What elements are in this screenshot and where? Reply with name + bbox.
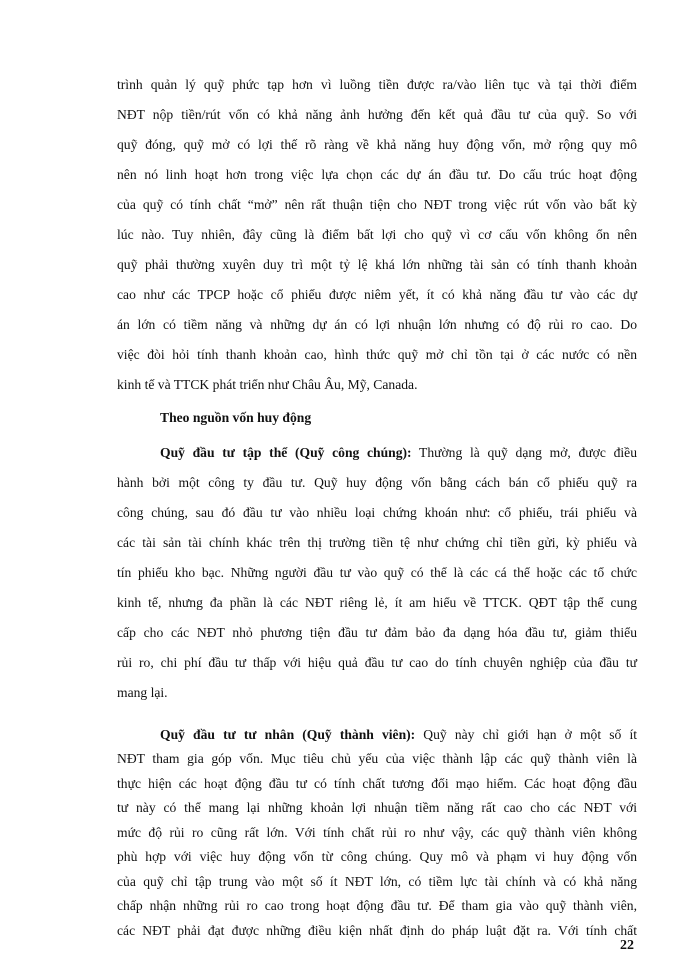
paragraph-2-line: công chúng, sau đó đầu tư vào nhiều loại chứng khoán như: cổ phiếu, trái phiếu và <box>117 505 637 520</box>
paragraph-3-line: các NĐT phải đạt được những điều kiện nhất định do pháp luật đặt ra. Với tính chất <box>117 922 637 938</box>
paragraph-3-first-line <box>160 726 637 744</box>
paragraph-2-line: các tài sản tài chính khác trên thị trường tiền tệ như chứng chỉ tiền gửi, kỳ phiếu và <box>117 535 637 550</box>
paragraph-1-line: quỹ đóng, quỹ mở có lợi thế rõ ràng về khả năng huy động vốn, mở rộng quy mô <box>117 137 637 152</box>
paragraph-1-line: việc đòi hỏi tính thanh khoản cao, hình thức quỹ mở chỉ tồn tại ở các nước có nền <box>117 347 637 362</box>
paragraph-1-line: nên nó linh hoạt hơn trong việc lựa chọn các dự án đầu tư. Do cấu trúc hoạt động <box>117 167 637 182</box>
paragraph-2-line: cấp cho các NĐT nhỏ phương tiện đầu tư đảm bảo đa dạng hóa đầu tư, giảm thiểu <box>117 625 637 640</box>
page-number: 22 <box>620 938 634 953</box>
paragraph-3-line: mức độ rủi ro cũng rất lớn. Với tính chất rủi ro như vậy, các quỹ thành viên không <box>117 824 637 840</box>
paragraph-2-line: mang lại. <box>117 685 168 700</box>
paragraph-3-line: NĐT tham gia góp vốn. Mục tiêu chủ yếu của việc thành lập các quỹ thành viên là <box>117 751 637 766</box>
paragraph-1-line: án lớn có tiềm năng và những dự án có lợi nhuận lớn nhưng có độ rủi ro cao. Do <box>117 317 637 332</box>
paragraph-1-line: cao như các TPCP hoặc cổ phiếu được niêm yết, ít có khả năng đầu tư vào các dự <box>117 287 637 302</box>
paragraph-3-line: của quỹ chỉ tập trung vào một số ít NĐT lớn, có tiềm lực tài chính và có khả năng <box>117 873 637 889</box>
paragraph-3-first-rest: Quỹ này chỉ giới hạn ở một số ít <box>415 726 638 742</box>
paragraph-1-line: quỹ phải thường xuyên duy trì một tỷ lệ khá lớn những tài sản có tính thanh khoản <box>117 257 637 272</box>
paragraph-2-line: rủi ro, chi phí đầu tư thấp với hiệu quả đầu tư cao do tính chuyên nghiệp của đầu tư <box>117 655 637 670</box>
paragraph-3-line: phù hợp với việc huy động vốn từ công chúng. Quy mô và phạm vi huy động vốn <box>117 849 637 864</box>
paragraph-1-line: NĐT nộp tiền/rút vốn có khả năng ảnh hưởng đến kết quả đầu tư của quỹ. So với <box>117 107 637 122</box>
paragraph-2-first-rest: Thường là quỹ dạng mở, được điều <box>411 445 637 460</box>
paragraph-2-line: kinh tế, nhưng đa phần là các NĐT riêng lẻ, ít am hiểu về TTCK. QĐT tập thể cung <box>117 595 637 610</box>
paragraph-1-line: của quỹ có tính chất “mở” nên rất thuận tiện cho NĐT trong việc rút vốn vào bất kỳ <box>117 197 637 212</box>
paragraph-2-first-line <box>160 444 637 462</box>
paragraph-3-line: chấp nhận những rủi ro cao trong hoạt động đầu tư. Để tham gia vào quỹ thành viên, <box>117 898 637 913</box>
paragraph-1-line: lúc nào. Tuy nhiên, đây cũng là điểm bất lợi cho quỹ vì cơ cấu vốn không ổn nên <box>117 227 637 242</box>
paragraph-2-line: tín phiếu kho bạc. Những người đầu tư vào quỹ có thể là các cá thể hoặc các tổ chức <box>117 565 637 580</box>
paragraph-1-line: trình quản lý quỹ phức tạp hơn vì luồng tiền được ra/vào liên tục và tại thời điểm <box>117 77 637 92</box>
section-heading: Theo nguồn vốn huy động <box>160 410 312 425</box>
paragraph-3-bold-lead: Quỹ đầu tư tư nhân (Quỹ thành viên): <box>160 726 416 742</box>
paragraph-2-line: hành bởi một công ty đầu tư. Quỹ huy động vốn bằng cách bán cổ phiếu quỹ ra <box>117 475 637 490</box>
paragraph-2-bold-lead: Quỹ đầu tư tập thể (Quỹ công chúng): <box>160 445 412 460</box>
paragraph-1-line: kinh tế và TTCK phát triển như Châu Âu, Mỹ, Canada. <box>117 377 418 392</box>
paragraph-3-line: tư này có thể mang lại những khoản lợi nhuận tiềm năng rất cao cho các NĐT với <box>117 800 637 815</box>
paragraph-3-line: thực hiện các hoạt động đầu tư có tính chất tương đối mạo hiểm. Các hoạt động đầu <box>117 775 637 791</box>
